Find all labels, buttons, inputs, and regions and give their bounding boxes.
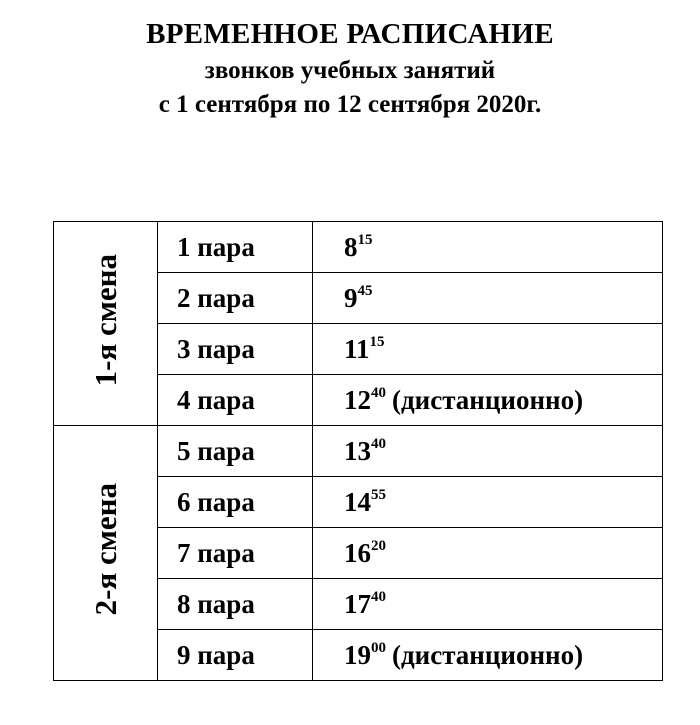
time-cell [313,273,663,324]
document-subtitle: звонков учебных занятий [204,57,496,84]
time-cell [313,324,663,375]
para-label: 3 пара [158,324,313,375]
time-cell [313,630,663,681]
time-hour: 12 [344,384,371,415]
document-title: ВРЕМЕННОЕ РАСПИСАНИЕ [146,18,554,50]
para-label: 6 пара [158,477,313,528]
para-label: 9 пара [158,630,313,681]
time-minutes: 20 [371,537,386,554]
time-hour: 13 [344,435,371,466]
shift-1-label: 1-я смена [87,253,123,387]
para-label: 2 пара [158,273,313,324]
shift-2-label: 2-я смена [87,483,123,616]
time-hour: 16 [344,537,371,568]
para-label: 4 пара [158,375,313,426]
date-range: с 1 сентября по 12 сентября 2020г. [158,91,542,118]
time-hour: 14 [344,486,371,517]
shift-1-cell [54,222,158,426]
table-row [54,222,663,273]
para-label: 5 пара [158,426,313,477]
document-header [0,14,700,122]
time-minutes: 40 [371,384,386,401]
time-hour: 17 [344,588,371,619]
time-hour: 9 [344,282,358,313]
shift-2-cell [54,426,158,681]
time-note: (дистанционно) [392,639,584,670]
time-hour: 11 [344,333,370,364]
time-cell [313,579,663,630]
para-label: 1 пара [158,222,313,273]
time-minutes: 00 [371,639,386,656]
bell-schedule-table [53,221,663,681]
time-cell [313,222,663,273]
time-hour: 8 [344,231,358,262]
time-cell [313,528,663,579]
time-minutes: 40 [371,588,386,605]
time-minutes: 40 [371,435,386,452]
time-hour: 19 [344,639,371,670]
para-label: 7 пара [158,528,313,579]
time-cell [313,375,663,426]
time-minutes: 55 [371,486,386,503]
time-note: (дистанционно) [392,384,584,415]
time-cell [313,477,663,528]
time-minutes: 45 [357,282,373,299]
table-row [54,426,663,477]
para-label: 8 пара [158,579,313,630]
time-minutes: 15 [369,333,385,350]
time-cell [313,426,663,477]
time-minutes: 15 [357,231,373,248]
